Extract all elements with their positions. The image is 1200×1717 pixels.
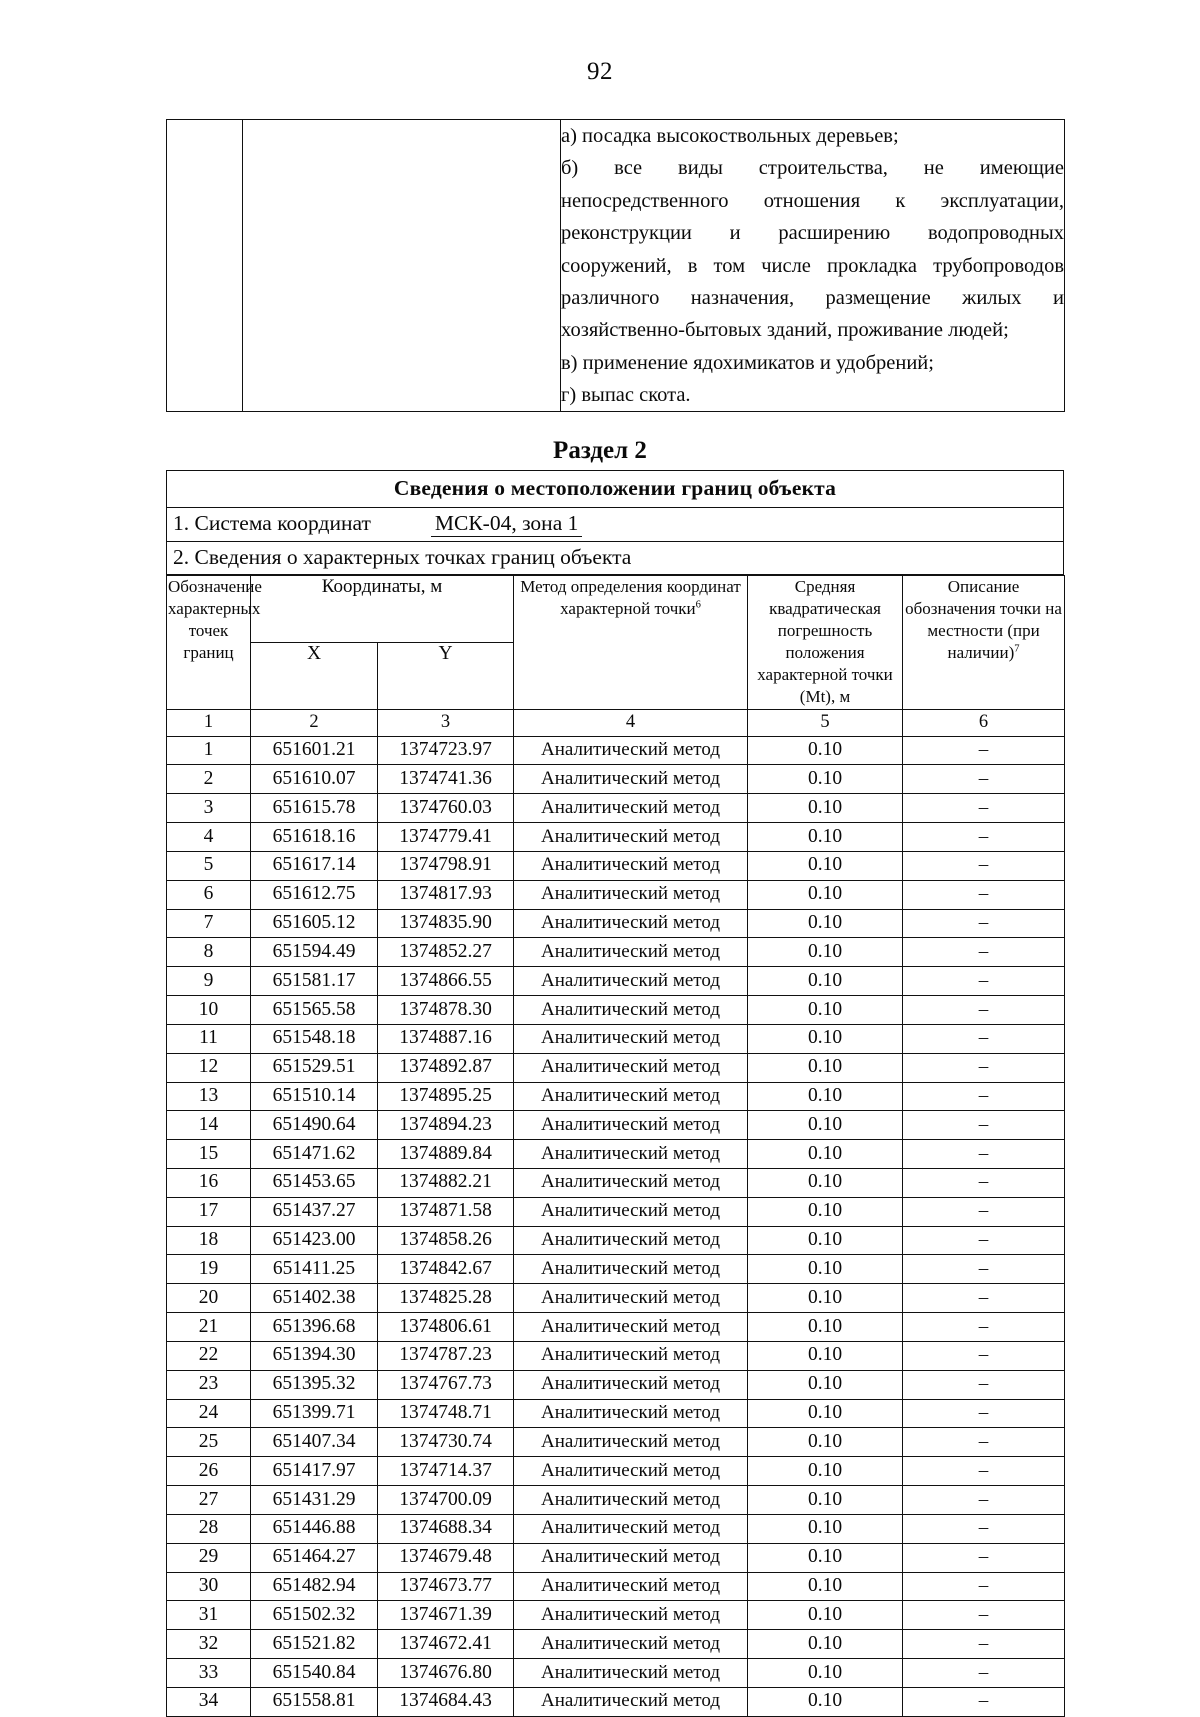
point-x: 651437.27 xyxy=(251,1197,378,1226)
col-header-coordinates-group: Координаты, м xyxy=(251,576,514,643)
point-y: 1374871.58 xyxy=(378,1197,514,1226)
point-method: Аналитический метод xyxy=(514,1168,748,1197)
point-y: 1374688.34 xyxy=(378,1514,514,1543)
point-number: 12 xyxy=(167,1053,251,1082)
point-description: – xyxy=(903,1053,1065,1082)
table-row xyxy=(167,1255,1065,1284)
point-x: 651618.16 xyxy=(251,823,378,852)
point-mt: 0.10 xyxy=(748,1457,903,1486)
point-y: 1374679.48 xyxy=(378,1543,514,1572)
point-number: 8 xyxy=(167,938,251,967)
point-x: 651402.38 xyxy=(251,1284,378,1313)
col-header-method-text: Метод определения координат характерной точки xyxy=(520,577,741,619)
table-row xyxy=(167,1543,1065,1572)
point-y: 1374889.84 xyxy=(378,1140,514,1169)
point-method: Аналитический метод xyxy=(514,1140,748,1169)
table-row xyxy=(167,823,1065,852)
point-description: – xyxy=(903,765,1065,794)
point-method: Аналитический метод xyxy=(514,1053,748,1082)
point-x: 651471.62 xyxy=(251,1140,378,1169)
table-row xyxy=(167,1457,1065,1486)
point-method: Аналитический метод xyxy=(514,765,748,794)
point-number: 15 xyxy=(167,1140,251,1169)
point-x: 651529.51 xyxy=(251,1053,378,1082)
point-number: 26 xyxy=(167,1457,251,1486)
table-row xyxy=(167,736,1065,765)
point-description: – xyxy=(903,1111,1065,1140)
point-x: 651612.75 xyxy=(251,880,378,909)
point-y: 1374858.26 xyxy=(378,1226,514,1255)
point-description: – xyxy=(903,1572,1065,1601)
point-mt: 0.10 xyxy=(748,1255,903,1284)
column-number-3: 3 xyxy=(378,709,514,736)
point-y: 1374892.87 xyxy=(378,1053,514,1082)
point-method: Аналитический метод xyxy=(514,1197,748,1226)
table-row xyxy=(167,938,1065,967)
coordinate-system-row xyxy=(167,508,1064,542)
point-description: – xyxy=(903,1630,1065,1659)
table-row xyxy=(167,1572,1065,1601)
point-mt: 0.10 xyxy=(748,823,903,852)
point-y: 1374714.37 xyxy=(378,1457,514,1486)
section-heading: Раздел 2 xyxy=(553,437,647,464)
point-number: 11 xyxy=(167,1024,251,1053)
point-number: 31 xyxy=(167,1601,251,1630)
table-row xyxy=(167,542,1064,575)
point-y: 1374767.73 xyxy=(378,1370,514,1399)
point-mt: 0.10 xyxy=(748,1168,903,1197)
point-x: 651565.58 xyxy=(251,996,378,1025)
point-mt: 0.10 xyxy=(748,1313,903,1342)
table-row xyxy=(167,1168,1065,1197)
point-method: Аналитический метод xyxy=(514,851,748,880)
col-header-point-designation: Обозначение характерных точек границ xyxy=(167,576,251,710)
col-header-description xyxy=(903,576,1065,710)
point-method: Аналитический метод xyxy=(514,1543,748,1572)
point-number: 2 xyxy=(167,765,251,794)
point-y: 1374895.25 xyxy=(378,1082,514,1111)
point-description: – xyxy=(903,1082,1065,1111)
point-mt: 0.10 xyxy=(748,880,903,909)
point-y: 1374730.74 xyxy=(378,1428,514,1457)
point-description: – xyxy=(903,794,1065,823)
point-description: – xyxy=(903,880,1065,909)
point-number: 16 xyxy=(167,1168,251,1197)
point-y: 1374798.91 xyxy=(378,851,514,880)
point-number: 5 xyxy=(167,851,251,880)
table-row xyxy=(167,1140,1065,1169)
boundary-points-body xyxy=(167,709,1065,1716)
point-x: 651399.71 xyxy=(251,1399,378,1428)
point-method: Аналитический метод xyxy=(514,1024,748,1053)
point-y: 1374878.30 xyxy=(378,996,514,1025)
point-mt: 0.10 xyxy=(748,996,903,1025)
point-y: 1374741.36 xyxy=(378,765,514,794)
table-row xyxy=(167,1284,1065,1313)
point-mt: 0.10 xyxy=(748,909,903,938)
point-mt: 0.10 xyxy=(748,1341,903,1370)
point-description: – xyxy=(903,1543,1065,1572)
point-mt: 0.10 xyxy=(748,1514,903,1543)
point-x: 651411.25 xyxy=(251,1255,378,1284)
point-x: 651394.30 xyxy=(251,1341,378,1370)
point-x: 651396.68 xyxy=(251,1313,378,1342)
point-y: 1374817.93 xyxy=(378,880,514,909)
point-x: 651502.32 xyxy=(251,1601,378,1630)
point-mt: 0.10 xyxy=(748,1111,903,1140)
point-mt: 0.10 xyxy=(748,1687,903,1716)
point-method: Аналитический метод xyxy=(514,1514,748,1543)
point-method: Аналитический метод xyxy=(514,967,748,996)
point-description: – xyxy=(903,1486,1065,1515)
point-x: 651521.82 xyxy=(251,1630,378,1659)
col-header-method-footnote: 6 xyxy=(695,599,701,611)
point-y: 1374684.43 xyxy=(378,1687,514,1716)
point-y: 1374779.41 xyxy=(378,823,514,852)
point-description: – xyxy=(903,1659,1065,1688)
point-number: 19 xyxy=(167,1255,251,1284)
point-y: 1374866.55 xyxy=(378,967,514,996)
col-header-description-footnote: 7 xyxy=(1014,643,1020,655)
page-number: 92 xyxy=(587,58,613,85)
restriction-item-g: г) выпас скота. xyxy=(561,384,691,406)
table-row xyxy=(167,1514,1065,1543)
point-method: Аналитический метод xyxy=(514,996,748,1025)
point-y: 1374825.28 xyxy=(378,1284,514,1313)
point-mt: 0.10 xyxy=(748,1082,903,1111)
point-description: – xyxy=(903,909,1065,938)
point-method: Аналитический метод xyxy=(514,1457,748,1486)
point-method: Аналитический метод xyxy=(514,1284,748,1313)
section2-title: Сведения о местоположении границ объекта xyxy=(167,471,1064,508)
point-x: 651510.14 xyxy=(251,1082,378,1111)
point-method: Аналитический метод xyxy=(514,1111,748,1140)
point-mt: 0.10 xyxy=(748,967,903,996)
restriction-item-v: в) применение ядохимикатов и удобрений; xyxy=(561,351,934,374)
point-y: 1374672.41 xyxy=(378,1630,514,1659)
table-row xyxy=(167,1659,1065,1688)
table-row xyxy=(167,1630,1065,1659)
point-mt: 0.10 xyxy=(748,1053,903,1082)
point-y: 1374882.21 xyxy=(378,1168,514,1197)
point-number: 17 xyxy=(167,1197,251,1226)
point-mt: 0.10 xyxy=(748,1601,903,1630)
column-number-row xyxy=(167,709,1065,736)
column-number-1: 1 xyxy=(167,709,251,736)
point-y: 1374700.09 xyxy=(378,1486,514,1515)
point-mt: 0.10 xyxy=(748,1486,903,1515)
point-description: – xyxy=(903,1341,1065,1370)
point-y: 1374894.23 xyxy=(378,1111,514,1140)
point-y: 1374723.97 xyxy=(378,736,514,765)
point-y: 1374852.27 xyxy=(378,938,514,967)
restriction-item-b: б) все виды строительства, не имеющие непосредственного отношения к эксплуатации, реконструкции и расширению водопроводных сооружений, в том числе прокладка трубопроводов различного назначения, размещение жилых и хозяйственно-бытовых зданий, проживание людей; xyxy=(561,157,1064,342)
table-row xyxy=(167,1053,1065,1082)
coordinate-system-label: 1. Система координат xyxy=(173,511,371,535)
point-x: 651540.84 xyxy=(251,1659,378,1688)
point-description: – xyxy=(903,967,1065,996)
table-row xyxy=(167,508,1064,542)
table-row xyxy=(167,1313,1065,1342)
boundary-points-table xyxy=(166,575,1065,1717)
point-mt: 0.10 xyxy=(748,1630,903,1659)
point-description: – xyxy=(903,1313,1065,1342)
point-number: 25 xyxy=(167,1428,251,1457)
table-row xyxy=(167,1601,1065,1630)
point-y: 1374673.77 xyxy=(378,1572,514,1601)
point-x: 651617.14 xyxy=(251,851,378,880)
table-row xyxy=(167,880,1065,909)
point-method: Аналитический метод xyxy=(514,1486,748,1515)
point-number: 33 xyxy=(167,1659,251,1688)
point-x: 651610.07 xyxy=(251,765,378,794)
table-row xyxy=(167,1024,1065,1053)
point-method: Аналитический метод xyxy=(514,1313,748,1342)
point-method: Аналитический метод xyxy=(514,1341,748,1370)
point-x: 651548.18 xyxy=(251,1024,378,1053)
point-method: Аналитический метод xyxy=(514,1659,748,1688)
table-row xyxy=(167,967,1065,996)
point-y: 1374787.23 xyxy=(378,1341,514,1370)
point-description: – xyxy=(903,1428,1065,1457)
point-mt: 0.10 xyxy=(748,1543,903,1572)
point-description: – xyxy=(903,1197,1065,1226)
table-row xyxy=(167,1687,1065,1716)
point-y: 1374760.03 xyxy=(378,794,514,823)
point-description: – xyxy=(903,996,1065,1025)
point-y: 1374748.71 xyxy=(378,1399,514,1428)
point-x: 651407.34 xyxy=(251,1428,378,1457)
table-header-row xyxy=(167,576,1065,643)
point-y: 1374835.90 xyxy=(378,909,514,938)
table-row xyxy=(167,1197,1065,1226)
point-number: 29 xyxy=(167,1543,251,1572)
point-method: Аналитический метод xyxy=(514,1255,748,1284)
point-x: 651464.27 xyxy=(251,1543,378,1572)
point-mt: 0.10 xyxy=(748,736,903,765)
point-method: Аналитический метод xyxy=(514,794,748,823)
point-description: – xyxy=(903,938,1065,967)
table-row xyxy=(167,1341,1065,1370)
point-y: 1374887.16 xyxy=(378,1024,514,1053)
table-row xyxy=(167,1111,1065,1140)
col-header-x: X xyxy=(251,642,378,709)
column-number-5: 5 xyxy=(748,709,903,736)
point-mt: 0.10 xyxy=(748,1428,903,1457)
col-header-description-text: Описание обозначения точки на местности (при наличии) xyxy=(905,577,1062,663)
point-mt: 0.10 xyxy=(748,1226,903,1255)
point-method: Аналитический метод xyxy=(514,1572,748,1601)
table-row xyxy=(167,765,1065,794)
point-description: – xyxy=(903,1024,1065,1053)
point-x: 651558.81 xyxy=(251,1687,378,1716)
table-row xyxy=(167,1399,1065,1428)
col-header-y: Y xyxy=(378,642,514,709)
point-x: 651431.29 xyxy=(251,1486,378,1515)
point-number: 3 xyxy=(167,794,251,823)
point-description: – xyxy=(903,1226,1065,1255)
point-mt: 0.10 xyxy=(748,765,903,794)
point-method: Аналитический метод xyxy=(514,1370,748,1399)
table-row xyxy=(167,996,1065,1025)
table-row xyxy=(167,1370,1065,1399)
point-description: – xyxy=(903,736,1065,765)
point-y: 1374676.80 xyxy=(378,1659,514,1688)
point-mt: 0.10 xyxy=(748,1284,903,1313)
point-x: 651601.21 xyxy=(251,736,378,765)
section2-header-table xyxy=(166,470,1064,575)
col-header-method xyxy=(514,576,748,710)
point-method: Аналитический метод xyxy=(514,1601,748,1630)
point-number: 23 xyxy=(167,1370,251,1399)
point-method: Аналитический метод xyxy=(514,880,748,909)
restriction-item-a: а) посадка высокоствольных деревьев; xyxy=(561,125,899,147)
point-mt: 0.10 xyxy=(748,1024,903,1053)
restrictions-table-wrapper xyxy=(166,119,1065,412)
col-header-mean-square-error: Средняя квадратическая погрешность положения характерной точки (Mt), м xyxy=(748,576,903,710)
point-number: 13 xyxy=(167,1082,251,1111)
column-number-2: 2 xyxy=(251,709,378,736)
point-description: – xyxy=(903,823,1065,852)
point-number: 34 xyxy=(167,1687,251,1716)
point-number: 6 xyxy=(167,880,251,909)
point-x: 651605.12 xyxy=(251,909,378,938)
point-method: Аналитический метод xyxy=(514,1630,748,1659)
point-description: – xyxy=(903,1168,1065,1197)
point-y: 1374806.61 xyxy=(378,1313,514,1342)
point-number: 18 xyxy=(167,1226,251,1255)
point-method: Аналитический метод xyxy=(514,938,748,967)
point-mt: 0.10 xyxy=(748,1572,903,1601)
point-method: Аналитический метод xyxy=(514,909,748,938)
point-number: 9 xyxy=(167,967,251,996)
point-number: 7 xyxy=(167,909,251,938)
point-number: 4 xyxy=(167,823,251,852)
point-x: 651581.17 xyxy=(251,967,378,996)
point-x: 651490.64 xyxy=(251,1111,378,1140)
point-description: – xyxy=(903,1457,1065,1486)
point-number: 20 xyxy=(167,1284,251,1313)
point-x: 651423.00 xyxy=(251,1226,378,1255)
section2-table-wrapper xyxy=(166,470,1065,1717)
point-number: 24 xyxy=(167,1399,251,1428)
point-mt: 0.10 xyxy=(748,1140,903,1169)
table-row xyxy=(167,851,1065,880)
points-section-label: 2. Сведения о характерных точках границ объекта xyxy=(167,542,1064,575)
point-description: – xyxy=(903,1687,1065,1716)
point-mt: 0.10 xyxy=(748,1370,903,1399)
point-mt: 0.10 xyxy=(748,1399,903,1428)
point-x: 651446.88 xyxy=(251,1514,378,1543)
point-mt: 0.10 xyxy=(748,938,903,967)
point-method: Аналитический метод xyxy=(514,1687,748,1716)
point-y: 1374842.67 xyxy=(378,1255,514,1284)
point-number: 30 xyxy=(167,1572,251,1601)
point-method: Аналитический метод xyxy=(514,1399,748,1428)
point-mt: 0.10 xyxy=(748,794,903,823)
point-number: 14 xyxy=(167,1111,251,1140)
point-method: Аналитический метод xyxy=(514,1226,748,1255)
point-method: Аналитический метод xyxy=(514,823,748,852)
restrictions-cell-content xyxy=(561,120,1065,412)
table-row xyxy=(167,1486,1065,1515)
point-x: 651417.97 xyxy=(251,1457,378,1486)
restrictions-cell-number xyxy=(167,120,243,412)
point-number: 32 xyxy=(167,1630,251,1659)
point-description: – xyxy=(903,1255,1065,1284)
point-number: 10 xyxy=(167,996,251,1025)
point-number: 1 xyxy=(167,736,251,765)
coordinate-system-value: МСК-04, зона 1 xyxy=(431,511,583,537)
table-row xyxy=(167,1428,1065,1457)
table-row xyxy=(167,471,1064,508)
point-description: – xyxy=(903,1514,1065,1543)
point-description: – xyxy=(903,851,1065,880)
point-number: 28 xyxy=(167,1514,251,1543)
point-x: 651594.49 xyxy=(251,938,378,967)
point-y: 1374671.39 xyxy=(378,1601,514,1630)
table-row xyxy=(167,120,1065,412)
column-number-4: 4 xyxy=(514,709,748,736)
point-mt: 0.10 xyxy=(748,1197,903,1226)
point-method: Аналитический метод xyxy=(514,736,748,765)
point-description: – xyxy=(903,1140,1065,1169)
restrictions-table xyxy=(166,119,1065,412)
point-method: Аналитический метод xyxy=(514,1082,748,1111)
table-row xyxy=(167,794,1065,823)
point-method: Аналитический метод xyxy=(514,1428,748,1457)
point-description: – xyxy=(903,1601,1065,1630)
point-x: 651395.32 xyxy=(251,1370,378,1399)
table-row xyxy=(167,1082,1065,1111)
point-x: 651482.94 xyxy=(251,1572,378,1601)
point-description: – xyxy=(903,1370,1065,1399)
point-number: 22 xyxy=(167,1341,251,1370)
point-mt: 0.10 xyxy=(748,851,903,880)
point-x: 651615.78 xyxy=(251,794,378,823)
point-description: – xyxy=(903,1399,1065,1428)
table-row xyxy=(167,1226,1065,1255)
table-row xyxy=(167,909,1065,938)
restrictions-cell-name xyxy=(243,120,561,412)
point-description: – xyxy=(903,1284,1065,1313)
column-number-6: 6 xyxy=(903,709,1065,736)
point-number: 21 xyxy=(167,1313,251,1342)
point-number: 27 xyxy=(167,1486,251,1515)
point-x: 651453.65 xyxy=(251,1168,378,1197)
point-mt: 0.10 xyxy=(748,1659,903,1688)
